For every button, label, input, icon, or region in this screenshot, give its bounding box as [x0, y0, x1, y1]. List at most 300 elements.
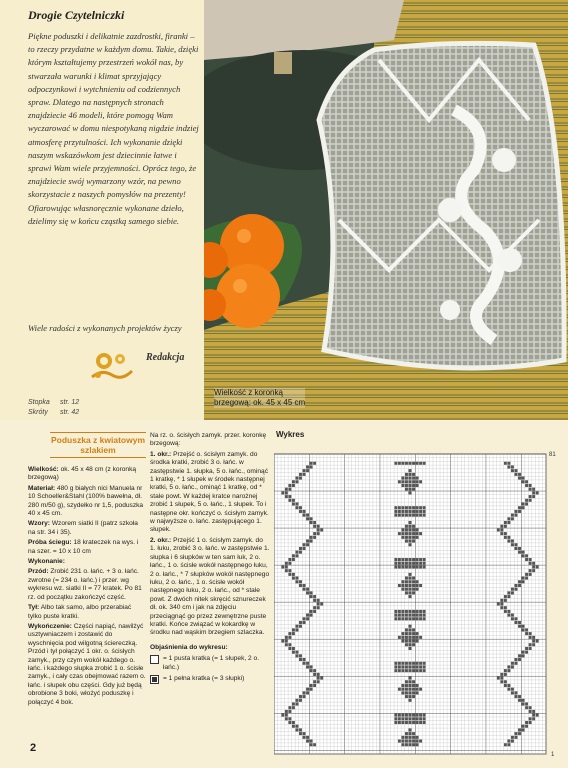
chart-filled-square	[419, 665, 422, 668]
chart-filled-square	[504, 743, 507, 746]
chart-filled-square	[419, 636, 422, 639]
intro-body	[28, 30, 200, 238]
chart-filled-square	[416, 636, 419, 639]
chart-filled-square	[299, 477, 302, 480]
chart-filled-square	[500, 532, 503, 535]
chart-filled-square	[504, 606, 507, 609]
chart-filled-square	[292, 651, 295, 654]
chart-filled-square	[295, 551, 298, 554]
chart-filled-square	[507, 739, 510, 742]
chart-filled-square	[423, 662, 426, 665]
chart-filled-square	[412, 614, 415, 617]
chart-filled-square	[525, 499, 528, 502]
chart-filled-square	[507, 684, 510, 687]
chart-filled-square	[394, 614, 397, 617]
chart-filled-square	[423, 614, 426, 617]
chart-filled-square	[285, 639, 288, 642]
chart-filled-square	[511, 588, 514, 591]
chart-filled-square	[419, 558, 422, 561]
chart-filled-square	[412, 558, 415, 561]
chart-filled-square	[398, 717, 401, 720]
chart-filled-square	[405, 717, 408, 720]
chart-filled-square	[511, 539, 514, 542]
chart-filled-square	[515, 695, 518, 698]
chart-filled-square	[303, 658, 306, 661]
chart-filled-square	[285, 636, 288, 639]
chart-filled-square	[518, 510, 521, 513]
chart-filled-square	[306, 614, 309, 617]
chart-filled-square	[416, 739, 419, 742]
chart-filled-square	[292, 484, 295, 487]
chart-filled-square	[525, 706, 528, 709]
chart-filled-square	[409, 469, 412, 472]
chart-filled-square	[525, 632, 528, 635]
chart-filled-square	[288, 495, 291, 498]
chart-filled-square	[409, 732, 412, 735]
chart-filled-square	[416, 614, 419, 617]
chart-filled-square	[412, 665, 415, 668]
chart-filled-square	[405, 462, 408, 465]
chart-row-label-top: 81	[549, 452, 556, 458]
chart-filled-square	[507, 614, 510, 617]
chart-filled-square	[398, 514, 401, 517]
chart-filled-square	[518, 506, 521, 509]
chart-filled-square	[416, 665, 419, 668]
chart-filled-square	[405, 591, 408, 594]
chart-filled-square	[409, 728, 412, 731]
chart-filled-square	[518, 728, 521, 731]
chart-filled-square	[409, 462, 412, 465]
chart-filled-square	[320, 602, 323, 605]
chart-filled-square	[504, 610, 507, 613]
chart-filled-square	[394, 665, 397, 668]
chart-filled-square	[522, 728, 525, 731]
chart-filled-square	[292, 573, 295, 576]
chart-filled-square	[303, 547, 306, 550]
chart-filled-square	[299, 473, 302, 476]
chart-filled-square	[518, 625, 521, 628]
chart-filled-square	[525, 647, 528, 650]
chart-filled-square	[409, 588, 412, 591]
chart-filled-square	[412, 484, 415, 487]
chart-filled-square	[288, 706, 291, 709]
chart-filled-square	[416, 510, 419, 513]
chart-filled-square	[525, 651, 528, 654]
chart-filled-square	[515, 547, 518, 550]
chart-filled-square	[306, 688, 309, 691]
chart-filled-square	[303, 469, 306, 472]
chart-filled-square	[398, 510, 401, 513]
chart-filled-square	[394, 669, 397, 672]
chart-filled-square	[394, 721, 397, 724]
chart-filled-square	[419, 514, 422, 517]
chart-filled-square	[507, 465, 510, 468]
chart-filled-square	[525, 554, 528, 557]
chart-filled-square	[423, 510, 426, 513]
chart-filled-square	[412, 525, 415, 528]
chart-filled-square	[412, 584, 415, 587]
chart-filled-square	[515, 691, 518, 694]
chart-filled-square	[292, 721, 295, 724]
chart-filled-square	[299, 580, 302, 583]
chart-filled-square	[306, 665, 309, 668]
flower-ornament-icon	[88, 347, 136, 387]
chart-filled-square	[518, 580, 521, 583]
chart-filled-square	[317, 528, 320, 531]
chart-filled-square	[500, 525, 503, 528]
chart-filled-square	[306, 539, 309, 542]
chart-filled-square	[409, 477, 412, 480]
chart-filled-square	[292, 499, 295, 502]
chart-filled-square	[507, 539, 510, 542]
chart-filled-square	[409, 688, 412, 691]
legend-title: Objaśnienia do wykresu:	[150, 643, 228, 651]
chart-filled-square	[518, 699, 521, 702]
chart-filled-square	[310, 595, 313, 598]
chart-filled-square	[313, 525, 316, 528]
chart-filled-square	[423, 558, 426, 561]
chart-filled-square	[507, 665, 510, 668]
chart-filled-square	[412, 473, 415, 476]
chart-filled-square	[507, 669, 510, 672]
chart-filled-square	[398, 636, 401, 639]
chart-filled-square	[313, 521, 316, 524]
chart-filled-square	[511, 465, 514, 468]
toc-item[interactable]: Stopka str. 12	[28, 399, 80, 406]
chart-filled-square	[288, 632, 291, 635]
chart-filled-square	[295, 477, 298, 480]
chart-filled-square	[288, 647, 291, 650]
chart-filled-square	[412, 662, 415, 665]
pillow-photo-image	[204, 0, 568, 420]
chart-filled-square	[398, 506, 401, 509]
chart-filled-square	[522, 625, 525, 628]
chart-filled-square	[303, 732, 306, 735]
chart-filled-square	[522, 580, 525, 583]
chart-filled-square	[423, 565, 426, 568]
chart-filled-square	[515, 473, 518, 476]
chart-filled-square	[504, 669, 507, 672]
chart-filled-square	[416, 484, 419, 487]
chart-filled-square	[416, 662, 419, 665]
chart-filled-square	[303, 543, 306, 546]
chart-filled-square	[529, 636, 532, 639]
chart-filled-square	[295, 625, 298, 628]
chart-filled-square	[405, 617, 408, 620]
chart-filled-square	[310, 610, 313, 613]
chart-filled-square	[285, 710, 288, 713]
chart-filled-square	[409, 573, 412, 576]
chart-filled-square	[532, 714, 535, 717]
chart-filled-square	[518, 473, 521, 476]
chart-filled-square	[416, 528, 419, 531]
chart-filled-square	[500, 673, 503, 676]
chart-filled-square	[405, 539, 408, 542]
chart-filled-square	[405, 510, 408, 513]
chart-filled-square	[295, 725, 298, 728]
chart-filled-square	[317, 525, 320, 528]
chart-filled-square	[532, 710, 535, 713]
chart-filled-square	[409, 721, 412, 724]
chart-filled-square	[401, 514, 404, 517]
chart-filled-square	[518, 695, 521, 698]
chart-filled-square	[409, 484, 412, 487]
chart-filled-square	[416, 506, 419, 509]
chart-filled-square	[401, 536, 404, 539]
chart-filled-square	[398, 617, 401, 620]
chart-filled-square	[292, 706, 295, 709]
chart-filled-square	[412, 684, 415, 687]
chart-filled-square	[522, 654, 525, 657]
chart-filled-square	[507, 536, 510, 539]
chart-filled-square	[515, 584, 518, 587]
chart-filled-square	[398, 739, 401, 742]
chart-filled-square	[419, 662, 422, 665]
chart-filled-square	[317, 677, 320, 680]
chart-filled-square	[416, 558, 419, 561]
chart-filled-square	[412, 691, 415, 694]
chart-filled-square	[303, 514, 306, 517]
chart-filled-square	[518, 621, 521, 624]
chart-filled-square	[532, 717, 535, 720]
chart-filled-square	[303, 691, 306, 694]
chart-filled-square	[409, 558, 412, 561]
toc-item[interactable]: Skróty str. 42	[28, 409, 80, 416]
chart-filled-square	[292, 502, 295, 505]
chart-filled-square	[292, 628, 295, 631]
chart-filled-square	[416, 736, 419, 739]
chart-filled-square	[500, 528, 503, 531]
chart-filled-square	[394, 558, 397, 561]
chart-filled-square	[405, 714, 408, 717]
chart-filled-square	[416, 632, 419, 635]
chart-filled-square	[409, 695, 412, 698]
chart-filled-square	[412, 506, 415, 509]
chart-filled-square	[412, 462, 415, 465]
chart-filled-square	[511, 739, 514, 742]
chart-filled-square	[394, 717, 397, 720]
chart-filled-square	[398, 669, 401, 672]
chart-filled-square	[405, 736, 408, 739]
chart-filled-square	[409, 743, 412, 746]
chart-filled-square	[504, 673, 507, 676]
chart-filled-square	[313, 610, 316, 613]
chart-filled-square	[507, 688, 510, 691]
chart-filled-square	[423, 721, 426, 724]
chart-filled-square	[409, 691, 412, 694]
chart-filled-square	[511, 543, 514, 546]
chart-filled-square	[529, 495, 532, 498]
chart-filled-square	[507, 517, 510, 520]
chart-filled-square	[405, 680, 408, 683]
chart-filled-square	[409, 565, 412, 568]
pillow-photo	[204, 0, 568, 420]
chart-filled-square	[515, 658, 518, 661]
chart-filled-square	[412, 510, 415, 513]
chart-filled-square	[405, 721, 408, 724]
chart-filled-square	[405, 488, 408, 491]
chart-filled-square	[525, 628, 528, 631]
chart-filled-square	[398, 562, 401, 565]
chart-filled-square	[416, 617, 419, 620]
crochet-chart	[274, 442, 548, 760]
chart-filled-square	[285, 643, 288, 646]
chart-filled-square	[529, 706, 532, 709]
chart-filled-square	[401, 614, 404, 617]
chart-filled-square	[288, 710, 291, 713]
chart-filled-square	[313, 606, 316, 609]
chart-filled-square	[317, 599, 320, 602]
chart-filled-square	[295, 702, 298, 705]
chart-filled-square	[409, 647, 412, 650]
chart-filled-square	[419, 714, 422, 717]
chart-filled-square	[401, 477, 404, 480]
chart-filled-square	[507, 610, 510, 613]
chart-filled-square	[409, 669, 412, 672]
chart-filled-square	[522, 480, 525, 483]
chart-filled-square	[398, 462, 401, 465]
chart-filled-square	[419, 480, 422, 483]
chart-filled-square	[310, 539, 313, 542]
chart-filled-square	[409, 532, 412, 535]
chart-filled-square	[405, 473, 408, 476]
chart-filled-square	[401, 532, 404, 535]
chart-filled-square	[419, 510, 422, 513]
pattern-paragraph: Wielkość: ok. 45 x 48 cm (z koronką brzegową)	[28, 466, 137, 482]
chart-filled-square	[401, 565, 404, 568]
chart-filled-square	[529, 573, 532, 576]
chart-filled-square	[401, 739, 404, 742]
chart-filled-square	[507, 521, 510, 524]
chart-row-label-bottom: 1	[551, 752, 555, 758]
chart-filled-square	[405, 643, 408, 646]
chart-filled-square	[394, 617, 397, 620]
chart-filled-square	[515, 621, 518, 624]
chart-filled-square	[285, 491, 288, 494]
chart-filled-square	[310, 739, 313, 742]
chart-filled-square	[409, 543, 412, 546]
chart-filled-square	[285, 569, 288, 572]
chart-filled-square	[412, 717, 415, 720]
chart-filled-square	[288, 643, 291, 646]
table-of-contents	[28, 398, 79, 418]
chart-filled-square	[511, 665, 514, 668]
chart-filled-square	[515, 588, 518, 591]
chart-filled-square	[299, 695, 302, 698]
chart-filled-square	[310, 743, 313, 746]
chart-filled-square	[412, 532, 415, 535]
chart-filled-square	[409, 510, 412, 513]
chart-filled-square	[409, 680, 412, 683]
chart-filled-square	[522, 651, 525, 654]
chart-filled-square	[525, 725, 528, 728]
chart-filled-square	[405, 662, 408, 665]
chart-filled-square	[522, 477, 525, 480]
chart-filled-square	[416, 610, 419, 613]
chart-filled-square	[518, 547, 521, 550]
chart-filled-square	[409, 591, 412, 594]
chart-filled-square	[412, 688, 415, 691]
chart-filled-square	[409, 617, 412, 620]
chart-filled-square	[295, 506, 298, 509]
chart-filled-square	[423, 714, 426, 717]
chart-filled-square	[398, 584, 401, 587]
chart-filled-square	[292, 725, 295, 728]
chart-filled-square	[398, 614, 401, 617]
pattern-paragraph: Wzory: Wzorem siatki II (patrz szkoła na str. 34 i 35).	[28, 520, 138, 536]
chart-filled-square	[303, 584, 306, 587]
chart-filled-square	[310, 465, 313, 468]
chart-filled-square	[529, 643, 532, 646]
chart-filled-square	[292, 632, 295, 635]
chart-filled-square	[504, 595, 507, 598]
chart-filled-square	[398, 558, 401, 561]
chart-filled-square	[313, 669, 316, 672]
chart-filled-square	[409, 739, 412, 742]
chart-filled-square	[529, 488, 532, 491]
chart-filled-square	[405, 565, 408, 568]
chart-filled-square	[412, 536, 415, 539]
intro-wish: Wiele radości z wykonanych projektów życzy	[28, 323, 182, 333]
chart-filled-square	[416, 684, 419, 687]
chart-filled-square	[405, 614, 408, 617]
chart-filled-square	[295, 728, 298, 731]
chart-filled-square	[532, 636, 535, 639]
chart-filled-square	[518, 551, 521, 554]
chart-filled-square	[504, 684, 507, 687]
chart-filled-square	[525, 702, 528, 705]
chart-filled-square	[405, 514, 408, 517]
chart-filled-square	[412, 695, 415, 698]
chart-filled-square	[423, 562, 426, 565]
chart-filled-square	[409, 473, 412, 476]
chart-filled-square	[412, 743, 415, 746]
chart-filled-square	[529, 484, 532, 487]
chart-filled-square	[398, 565, 401, 568]
chart-filled-square	[419, 717, 422, 720]
chart-filled-square	[288, 558, 291, 561]
chart-title: Wykres	[276, 430, 305, 439]
intro-title: Drogie Czytelniczki	[28, 8, 125, 22]
chart-filled-square	[522, 628, 525, 631]
chart-filled-square	[401, 714, 404, 717]
legend-item-empty: = 1 pusta kratka (= 1 słupek, 2 o. łańc.)	[150, 655, 270, 672]
chart-filled-square	[303, 621, 306, 624]
chart-filled-square	[288, 499, 291, 502]
chart-filled-square	[285, 717, 288, 720]
chart-filled-square	[529, 647, 532, 650]
chart-filled-square	[405, 628, 408, 631]
chart-filled-square	[529, 632, 532, 635]
chart-filled-square	[401, 610, 404, 613]
chart-filled-square	[409, 614, 412, 617]
chart-filled-square	[409, 480, 412, 483]
chart-filled-square	[416, 536, 419, 539]
photo-caption: Wielkość z koronką brzegową: ok. 45 x 45 cm	[214, 388, 306, 407]
chart-filled-square	[299, 506, 302, 509]
chart-filled-square	[419, 610, 422, 613]
chart-filled-square	[398, 665, 401, 668]
chart-filled-square	[285, 495, 288, 498]
chart-filled-square	[409, 584, 412, 587]
chart-filled-square	[288, 717, 291, 720]
chart-filled-square	[416, 669, 419, 672]
chart-filled-square	[310, 688, 313, 691]
chart-filled-square	[522, 554, 525, 557]
chart-filled-square	[419, 614, 422, 617]
chart-filled-square	[398, 721, 401, 724]
pattern-paragraph: 2. okr.: Przejść 1 o. ścisłym zamyk. do 1. łuku, zrobić 3 o. łańc. w zastępstwie 1. słupka i 6 słupków w ten sam łuk, 2 o. łańc., 1 o. ścisłe wokół następnego łuku, 2 o. łańc., * 7 słupków wokół następnego łuku, 2 o. łańc., 1 o. ścisłe wokół następnego łuku, 2 o. łańc., od * stale powt. Z dwóch nitek skręcić sznureczek dł. ok. 340 cm i jak na zdjęciu przeciągnąć go przez zewnętrzne puste kratki. Końce związać w kokardkę w środku nad wąskim brzegiem szlaczka.	[150, 536, 270, 637]
